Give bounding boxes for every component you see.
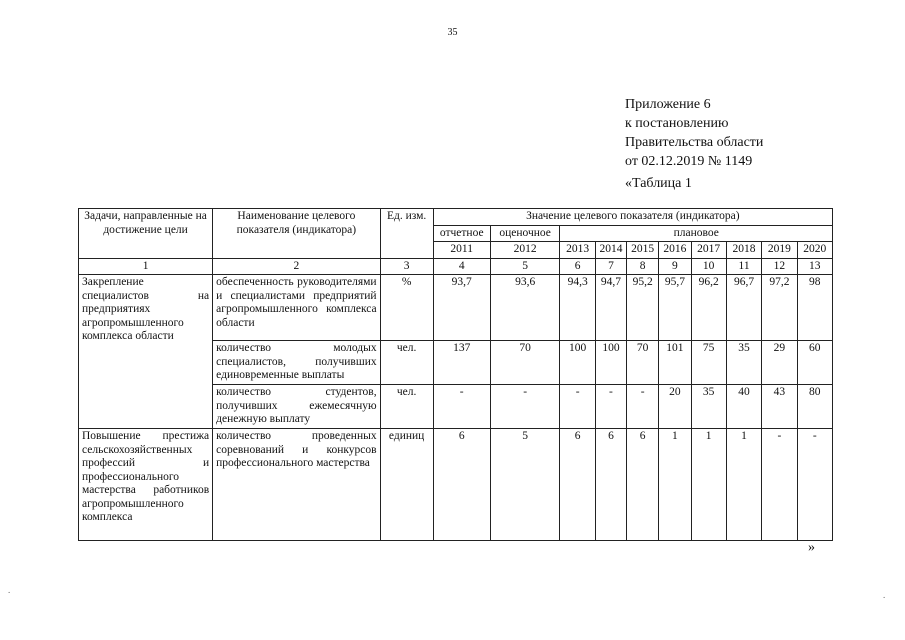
value-cell: 6 xyxy=(627,429,659,541)
table-row xyxy=(79,429,833,541)
unit-cell: чел. xyxy=(380,341,433,385)
appendix-line: от 02.12.2019 № 1149 xyxy=(625,154,753,169)
header-row xyxy=(79,209,833,226)
value-cell: - xyxy=(560,385,595,429)
value-cell: 35 xyxy=(691,385,726,429)
value-cell: 96,7 xyxy=(726,275,761,341)
value-cell: 93,6 xyxy=(490,275,560,341)
value-cell: - xyxy=(797,429,832,541)
value-cell: 6 xyxy=(595,429,626,541)
value-cell: 60 xyxy=(797,341,832,385)
page-number: 35 xyxy=(447,27,458,38)
value-cell: 43 xyxy=(762,385,797,429)
header-indicator: Наименование целевого показателя (индикатора) xyxy=(213,209,380,259)
value-cell: 40 xyxy=(726,385,761,429)
value-cell: 97,2 xyxy=(762,275,797,341)
column-number: 13 xyxy=(797,258,832,275)
column-number: 6 xyxy=(560,258,595,275)
header-planned: плановое xyxy=(560,225,833,242)
column-number: 7 xyxy=(595,258,626,275)
scan-speck: . xyxy=(883,590,886,600)
value-cell: 94,3 xyxy=(560,275,595,341)
value-cell: - xyxy=(490,385,560,429)
value-cell: 100 xyxy=(595,341,626,385)
value-cell: - xyxy=(433,385,490,429)
value-cell: 1 xyxy=(659,429,691,541)
year-cell: 2011 xyxy=(433,242,490,259)
year-cell: 2019 xyxy=(762,242,797,259)
value-cell: 93,7 xyxy=(433,275,490,341)
appendix-line: к постановлению xyxy=(625,116,729,131)
value-cell: 1 xyxy=(726,429,761,541)
column-number: 2 xyxy=(213,258,380,275)
task-cell: Закрепление специалистов на предприятиях агропромышленного комплекса области xyxy=(79,275,213,429)
header-value: Значение целевого показателя (индикатора) xyxy=(433,209,832,226)
value-cell: 6 xyxy=(433,429,490,541)
table-title: «Таблица 1 xyxy=(625,176,692,191)
column-number: 10 xyxy=(691,258,726,275)
unit-cell: единиц xyxy=(380,429,433,541)
column-number: 3 xyxy=(380,258,433,275)
indicator-table xyxy=(78,208,833,541)
appendix-block xyxy=(625,95,763,171)
closing-quote: » xyxy=(808,540,815,555)
value-cell: 6 xyxy=(560,429,595,541)
unit-cell: чел. xyxy=(380,385,433,429)
value-cell: 101 xyxy=(659,341,691,385)
appendix-line: Правительства области xyxy=(625,135,764,150)
value-cell: 75 xyxy=(691,341,726,385)
indicator-cell: количество студентов, получивших ежемесячную денежную выплату xyxy=(213,385,380,429)
value-cell: 35 xyxy=(726,341,761,385)
value-cell: - xyxy=(762,429,797,541)
value-cell: - xyxy=(627,385,659,429)
column-number: 5 xyxy=(490,258,560,275)
table-row xyxy=(79,275,833,341)
value-cell: 80 xyxy=(797,385,832,429)
column-number: 1 xyxy=(79,258,213,275)
value-cell: 98 xyxy=(797,275,832,341)
header-reported: отчетное xyxy=(433,225,490,242)
scan-speck: . xyxy=(8,585,11,595)
header-tasks: Задачи, направленные на достижение цели xyxy=(79,209,213,259)
column-number: 12 xyxy=(762,258,797,275)
indicator-cell: количество молодых специалистов, получивших единовременные выплаты xyxy=(213,341,380,385)
value-cell: 5 xyxy=(490,429,560,541)
value-cell: 137 xyxy=(433,341,490,385)
value-cell: 94,7 xyxy=(595,275,626,341)
year-cell: 2015 xyxy=(627,242,659,259)
unit-cell: % xyxy=(380,275,433,341)
appendix-line: Приложение 6 xyxy=(625,97,711,112)
value-cell: 70 xyxy=(627,341,659,385)
value-cell: 96,2 xyxy=(691,275,726,341)
value-cell: 95,2 xyxy=(627,275,659,341)
column-number: 8 xyxy=(627,258,659,275)
task-cell: Повышение престижа сельскохозяйственных профессий и профессионального мастерства работников агропромышленного комплекса xyxy=(79,429,213,541)
value-cell: 95,7 xyxy=(659,275,691,341)
column-number: 9 xyxy=(659,258,691,275)
header-unit: Ед. изм. xyxy=(380,209,433,259)
year-cell: 2013 xyxy=(560,242,595,259)
year-cell: 2016 xyxy=(659,242,691,259)
indicator-cell: количество проведенных соревнований и конкурсов профессионального мастерства xyxy=(213,429,380,541)
value-cell: 20 xyxy=(659,385,691,429)
value-cell: 29 xyxy=(762,341,797,385)
column-numbers-row xyxy=(79,258,833,275)
value-cell: 70 xyxy=(490,341,560,385)
indicator-cell: обеспеченность руководителями и специалистами предприятий агропромышленного комплекса области xyxy=(213,275,380,341)
year-cell: 2017 xyxy=(691,242,726,259)
year-cell: 2014 xyxy=(595,242,626,259)
year-cell: 2018 xyxy=(726,242,761,259)
year-cell: 2020 xyxy=(797,242,832,259)
value-cell: - xyxy=(595,385,626,429)
value-cell: 100 xyxy=(560,341,595,385)
column-number: 4 xyxy=(433,258,490,275)
column-number: 11 xyxy=(726,258,761,275)
value-cell: 1 xyxy=(691,429,726,541)
year-cell: 2012 xyxy=(490,242,560,259)
header-estimated: оценочное xyxy=(490,225,560,242)
